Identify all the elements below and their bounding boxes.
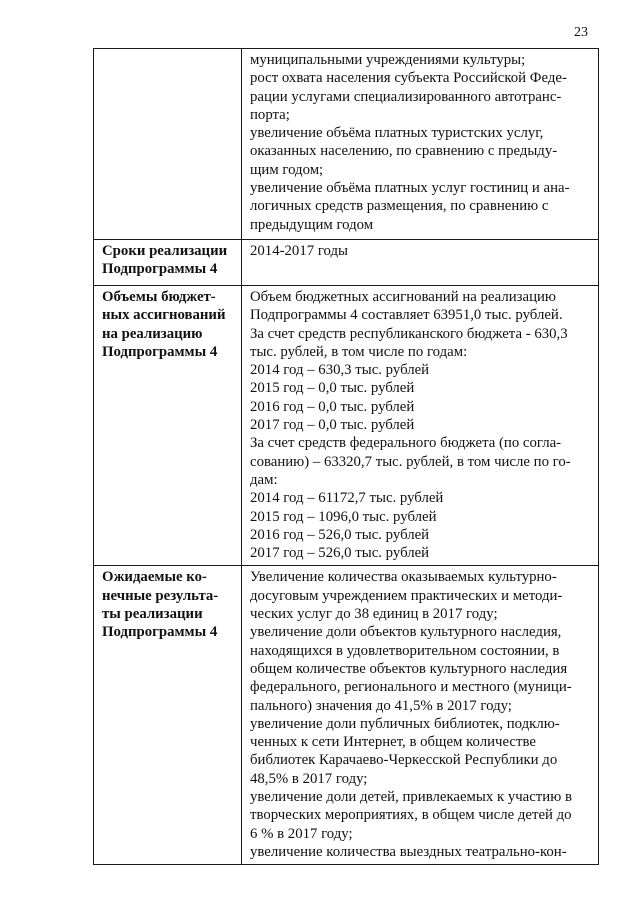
text-line: увеличение доли объектов культурного наследия, [250,624,562,641]
text-line: пального) значения до 41,5% в 2017 году; [250,697,512,714]
text-line: увеличение объёма платных услуг гостиниц и ана- [250,180,570,197]
row-content-implementation-terms [242,240,599,286]
text-line: находящихся в удовлетворительном состоянии, в [250,642,560,659]
text-line: 2015 год – 0,0 тыс. рублей [250,380,415,397]
text-line: За счет средств республиканского бюджета - 630,3 [250,325,568,342]
table-row-expected-results [94,566,599,865]
row-content-continued-indicators [242,49,599,240]
text-line: увеличение доли публичных библиотек, подклю- [250,715,560,732]
text-line: сованию) – 63320,7 тыс. рублей, в том числе по го- [250,453,571,470]
text-line: логичных средств размещения, по сравнению с [250,198,549,215]
text-line: 2016 год – 526,0 тыс. рублей [250,526,430,543]
text-line: общем количестве объектов культурного наследия [250,660,568,677]
text-line: увеличение количества выездных театрально-кон- [250,843,567,860]
text-line: ческих услуг до 38 единиц в 2017 году; [250,606,498,623]
text-line: тыс. рублей, в том числе по годам: [250,343,468,360]
text-line: 6 % в 2017 году; [250,825,353,842]
text-line: 2014 год – 630,3 тыс. рублей [250,362,430,379]
subprogram-passport-table [93,48,599,865]
text-line: федерального, регионального и местного (муници- [250,679,572,696]
text-line: 2016 год – 0,0 тыс. рублей [250,398,415,415]
text-line: Подпрограммы 4 составляет 63951,0 тыс. рублей. [250,307,563,324]
text-line: муниципальными учреждениями культуры; [250,52,526,68]
text-line: 2017 год – 0,0 тыс. рублей [250,417,415,434]
table-row-implementation-terms [94,240,599,286]
row-content-budget-allocations [242,286,599,566]
row-label-implementation-terms: Сроки реализации Подпрограммы 4 [94,240,242,286]
text-line: увеличение доли детей, привлекаемых к участию в [250,789,572,806]
table-row-budget-allocations [94,286,599,566]
text-line: 2017 год – 526,0 тыс. рублей [250,545,430,562]
text-line: Объем бюджетных ассигнований на реализацию [250,289,556,305]
text-line: 2014 год – 61172,7 тыс. рублей [250,490,444,507]
text-line: 48,5% в 2017 году; [250,770,368,787]
text-line: 2015 год – 1096,0 тыс. рублей [250,508,437,525]
text-line: порта; [250,106,290,123]
text-line: оказанных населению, по сравнению с предыду- [250,143,558,160]
text-line: ченных к сети Интернет, в общем количестве [250,734,536,751]
text-line: щим годом; [250,161,324,178]
page-number: 23 [574,25,588,40]
text-line: Увеличение количества оказываемых культурно- [250,569,557,586]
text-line: библиотек Карачаево-Черкесской Республики до [250,752,558,769]
text-line: увеличение объёма платных туристских услуг, [250,125,544,142]
text-line: 2014-2017 годы [250,243,348,259]
row-content-expected-results [242,566,599,865]
text-line: дам: [250,471,278,488]
row-label-expected-results: Ожидаемые ко-нечные результа-ты реализации Подпрограммы 4 [94,566,242,865]
table-row-continued-indicators [94,49,599,240]
text-line: рации услугами специализированного автотранс- [250,88,562,105]
row-label-budget-allocations: Объемы бюджет-ных ассигнований на реализацию Подпрограммы 4 [94,286,242,566]
text-line: За счет средств федерального бюджета (по согла- [250,435,562,452]
text-line: предыдущим годом [250,216,374,233]
text-line: рост охвата населения субъекта Российской Феде- [250,70,567,87]
text-line: досуговым учреждением практических и методи- [250,587,563,604]
row-label-empty [94,49,242,240]
text-line: творческих мероприятиях, в общем числе детей до [250,807,572,824]
